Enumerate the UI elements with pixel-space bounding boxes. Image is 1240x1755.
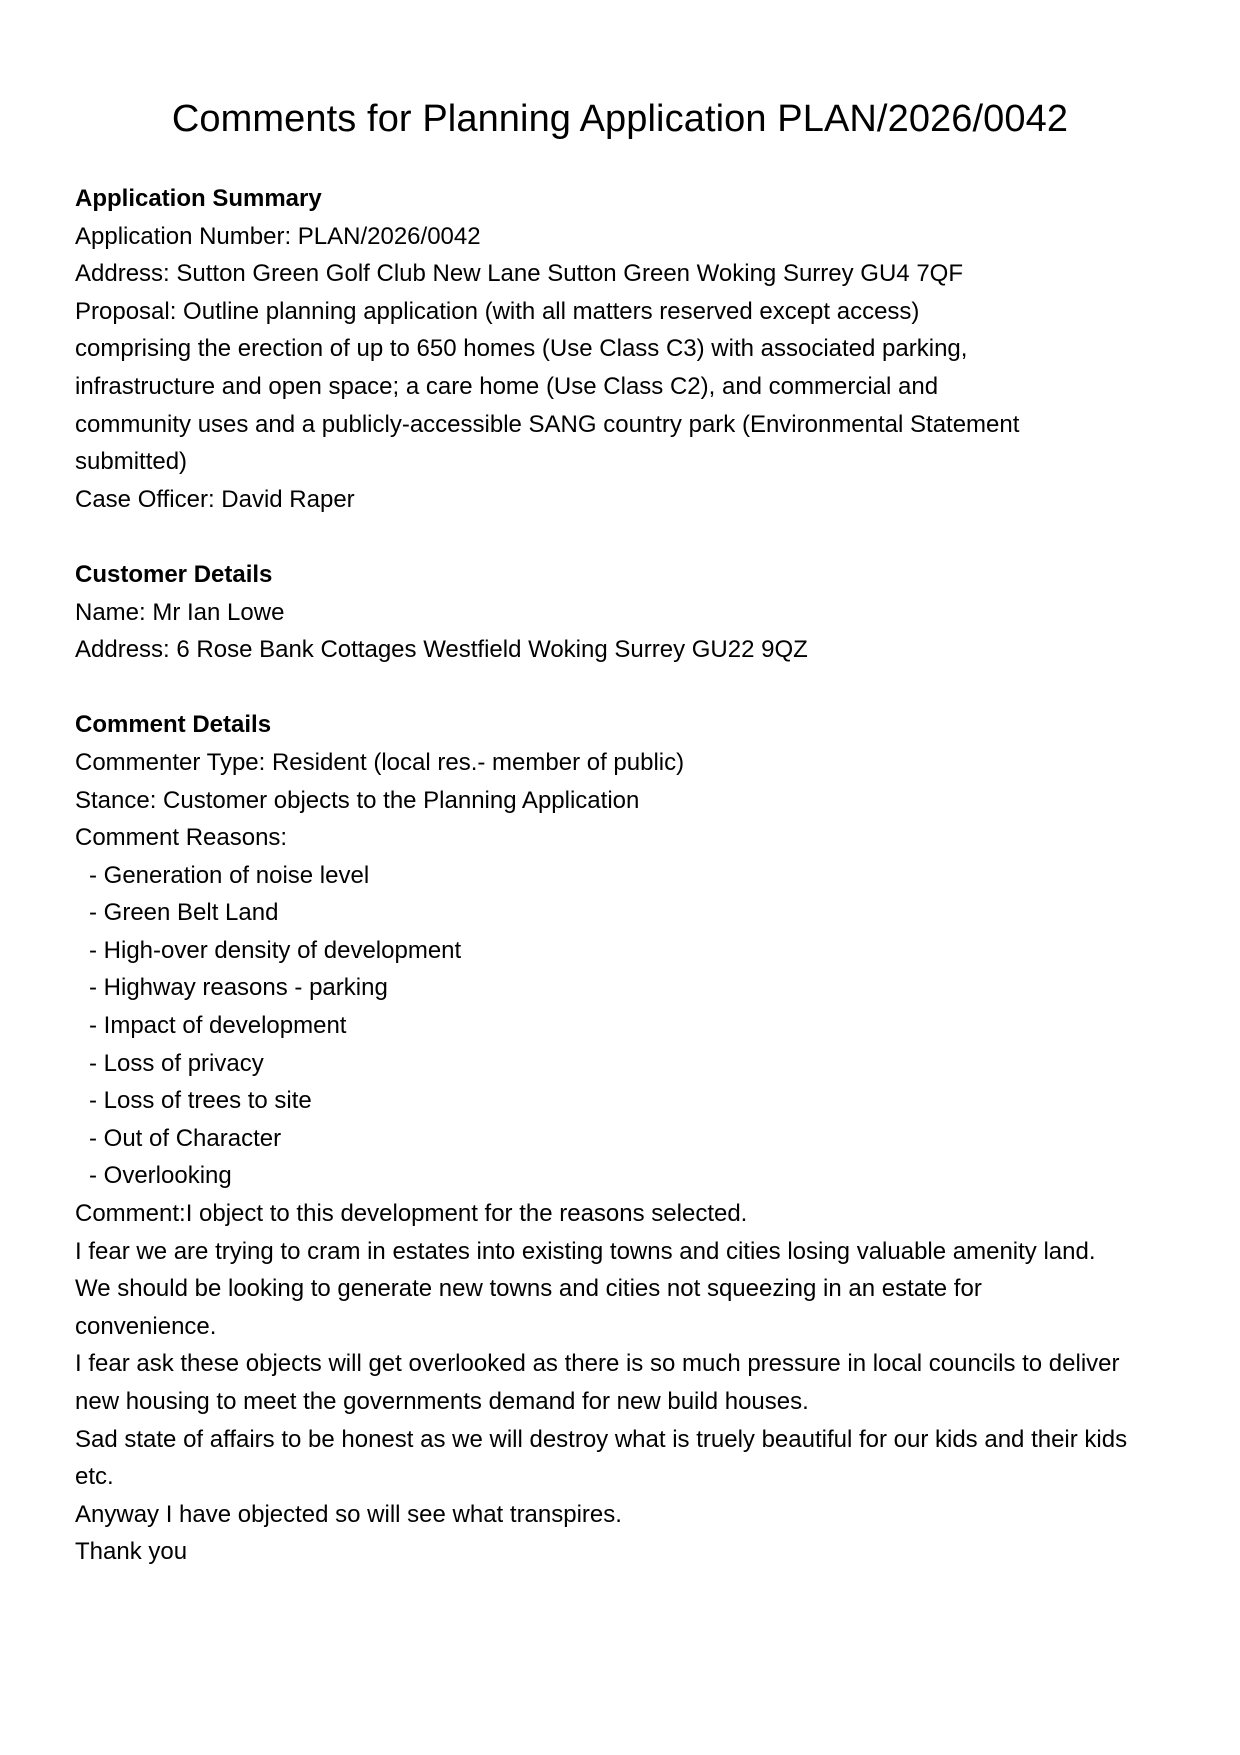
comment-text-line: I fear ask these objects will get overlooked as there is so much pressure in local councils to deliver new housing to meet the governments demand for new build houses.: [75, 1350, 1127, 1415]
comment-reason-item: - Impact of development: [89, 1012, 347, 1040]
comment-reason-item: - Out of Character: [89, 1124, 282, 1152]
customer-name: Name: Mr Ian Lowe: [75, 598, 285, 626]
application-proposal: Proposal: Outline planning application (with all matters reserved except access) comprising the erection of up to 650 homes (Use Class C3) with associated parking, infrastructure and open space; a care home (Use Class C2), and commercial and community uses and a publicly-accessible SANG country park (Environmental Statement submitted): [75, 297, 1027, 476]
comment-details-heading: Comment Details: [75, 711, 272, 739]
customer-details-section: [75, 556, 1165, 669]
comment-text-line: I fear we are trying to cram in estates into existing towns and cities losing valuable amenity land.: [75, 1237, 1096, 1265]
application-address: Address: Sutton Green Golf Club New Lane Sutton Green Woking Surrey GU4 7QF: [75, 260, 963, 288]
comment-reason-item: - Loss of trees to site: [89, 1087, 312, 1115]
comment-text-line: Sad state of affairs to be honest as we will destroy what is truely beautiful for our kids and their kids etc.: [75, 1425, 1134, 1491]
comment-text-line: We should be looking to generate new towns and cities not squeezing in an estate for convenience.: [75, 1275, 989, 1340]
commenter-type: Commenter Type: Resident (local res.- member of public): [75, 748, 685, 776]
comment-reasons-label: Comment Reasons:: [75, 824, 288, 852]
comment-text-line: Anyway I have objected so will see what transpires.: [75, 1500, 622, 1528]
comment-reason-item: - High-over density of development: [89, 936, 462, 964]
stance: Stance: Customer objects to the Planning Application: [75, 786, 640, 814]
customer-address: Address: 6 Rose Bank Cottages Westfield Woking Surrey GU22 9QZ: [75, 636, 808, 664]
application-number: Application Number: PLAN/2026/0042: [75, 222, 481, 250]
application-summary-section: [75, 180, 1165, 518]
comment-reason-item: - Green Belt Land: [89, 899, 279, 927]
comment-text-line: Comment:I object to this development for the reasons selected.: [75, 1200, 748, 1228]
comment-reason-item: - Overlooking: [89, 1162, 232, 1190]
comment-text-line: Thank you: [75, 1538, 188, 1566]
comment-reason-item: - Loss of privacy: [89, 1049, 264, 1077]
page-title: Comments for Planning Application PLAN/2026/0042: [171, 98, 1069, 140]
case-officer: Case Officer: David Raper: [75, 485, 355, 513]
application-summary-heading: Application Summary: [75, 185, 322, 212]
customer-details-heading: Customer Details: [75, 560, 273, 588]
comment-details-section: [75, 706, 1165, 1571]
comment-reason-item: - Highway reasons - parking: [89, 974, 388, 1002]
comment-reason-item: - Generation of noise level: [89, 861, 370, 889]
document-content: [75, 180, 1165, 1571]
